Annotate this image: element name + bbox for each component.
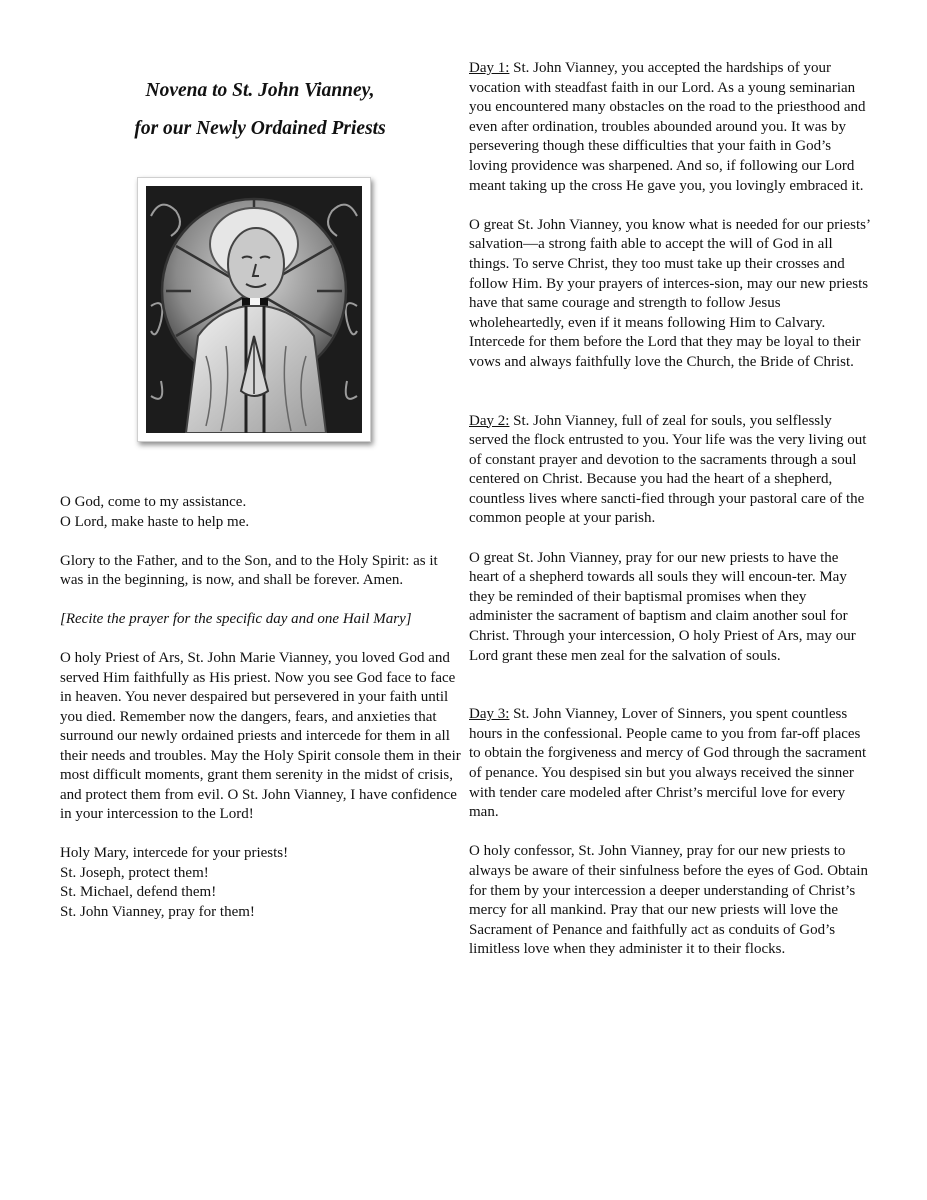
- left-column: [60, 493, 462, 942]
- title-line-2: for our Newly Ordained Priests: [134, 118, 386, 139]
- main-prayer: O holy Priest of Ars, St. John Marie Vianney, you loved God and served Him faithfully as His priest. Now you see God face to face in heaven. You never despaired but persevered in your faith until you died. Remember now the dangers, fears, and anxieties that surround our newly ordained priests and intercede for them in all their needs and troubles. May the Holy Spirit console them in their most difficult moments, grant them serenity in the midst of crisis, and protect them from evil. O St. John Vianney, I have confidence in your intercession to the Lord!: [60, 650, 461, 822]
- stained-glass-image: [146, 186, 362, 433]
- day-1-text: St. John Vianney, you accepted the hardships of your vocation with steadfast faith in our Lord. As a young seminarian you encountered many obstacles on the road to the priesthood and even after ordination, troubles abounded around you. It was by persevering though these difficulties that your faith in God’s loving providence was sharpened. And so, if following our Lord meant taking up the cross He gave you, you lovingly embraced it.: [469, 60, 866, 194]
- opening-versicles: [60, 493, 462, 532]
- day-3-reflection: [469, 705, 871, 823]
- closing-line: St. John Vianney, pray for them!: [60, 903, 255, 920]
- day-2-reflection: [469, 412, 871, 530]
- right-column: [469, 59, 871, 960]
- day-1-prayer: O great St. John Vianney, you know what is needed for our priests’ salvation—a strong faith able to accept the will of God in all things. To serve Christ, they too must take up their crosses and follow Him. By your prayers of interces-sion, may our new priests have that same courage and strength to follow Jesus wholeheartedly, even if it means following Him to Calvary. Intercede for them before the Lord that they may be loyal to their vows and always faithfully love the Church, the Bride of Christ.: [469, 216, 870, 370]
- page-title: [60, 72, 460, 148]
- title-line-1: Novena to St. John Vianney,: [145, 80, 375, 101]
- closing-line: St. Michael, defend them!: [60, 884, 217, 900]
- opening-line-2: O Lord, make haste to help me.: [60, 513, 250, 530]
- day-2-text: St. John Vianney, full of zeal for souls, you selflessly served the flock entrusted to you. Your life was the very living out of constant prayer and devotion to the sacraments through a soul centered on Christ. Because you had the heart of a shepherd, countless lives where sancti-fied through your pastoral care of the common people at your parish.: [469, 412, 867, 527]
- instruction-text: [Recite the prayer for the specific day and one Hail Mary]: [60, 611, 412, 627]
- day-1-label: Day 1:: [469, 60, 510, 76]
- day-1-reflection: [469, 59, 871, 196]
- day-3-text: St. John Vianney, Lover of Sinners, you spent countless hours in the confessional. People came to you from far-off places to obtain the forgiveness and mercy of God through the sacrament of penance. You despised sin but you always received the sinner with tender care modeled after Christ’s merciful love for every man.: [469, 706, 867, 821]
- closing-line: Holy Mary, intercede for your priests!: [60, 845, 289, 861]
- glory-be-prayer: Glory to the Father, and to the Son, and to the Holy Spirit: as it was in the beginning, is now, and shall be forever. Amen.: [60, 552, 438, 588]
- closing-line: St. Joseph, protect them!: [60, 864, 209, 881]
- day-3-label: Day 3:: [469, 706, 510, 723]
- day-2-label: Day 2:: [469, 412, 510, 429]
- day-2-prayer: O great St. John Vianney, pray for our new priests to have the heart of a shepherd towards all souls they will encoun-ter. May they be reminded of their baptismal promises when they administer the sacrament of baptism and claim another soul for Christ. Through your intercession, O holy Priest of Ars, may our Lord grant these men zeal for the salvation of souls.: [469, 549, 856, 664]
- day-3-prayer: O holy confessor, St. John Vianney, pray for our new priests to always be aware of their sinfulness before the eyes of God. Obtain for them by your intercession a deeper understanding of Christ’s mercy for all mankind. Pray that our new priests will love the Sacrament of Penance and faithfully act as conduits of God’s limitless love when they administer it to their flocks.: [469, 843, 869, 958]
- saint-portrait: [137, 177, 371, 442]
- opening-line-1: O God, come to my assistance.: [60, 494, 247, 510]
- closing-invocations: [60, 844, 462, 922]
